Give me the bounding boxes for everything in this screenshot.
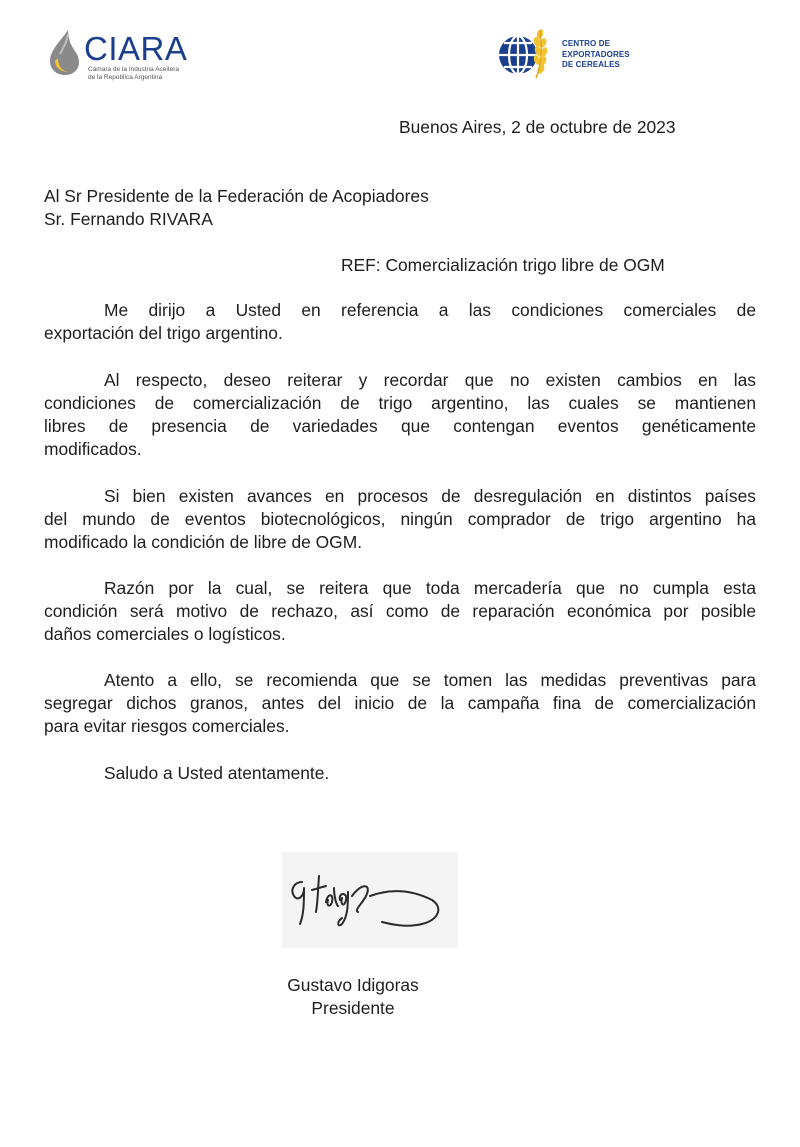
- globe-wheat-icon: [498, 26, 560, 84]
- recipient-block: [44, 185, 429, 231]
- handwritten-signature: [282, 852, 458, 948]
- body-paragraph-1: Me dirijo a Usted en referencia a las condiciones comerciales de exportación del trigo argentino.: [44, 300, 756, 343]
- reference-line: REF: Comercialización trigo libre de OGM: [341, 255, 665, 275]
- signer-name: Gustavo Idigoras: [287, 975, 419, 995]
- body-paragraph-5: Atento a ello, se recomienda que se tomen las medidas preventivas para segregar dichos granos, antes del inicio de la campaña fina de comercialización para evitar riesgos comerciales.: [44, 670, 756, 736]
- ciara-logo-text: CIARA: [84, 30, 188, 67]
- body-paragraph-2: Al respecto, deseo reiterar y recordar que no existen cambios en las condiciones de comercialización de trigo argentino, las cuales se mantienen libres de presencia de variedades que contengan eventos genéticamente modificados.: [44, 370, 756, 459]
- recipient-line: Al Sr Presidente de la Federación de Acopiadores: [44, 186, 429, 206]
- signer-title: Presidente: [311, 998, 395, 1018]
- signer-block: [230, 974, 476, 1020]
- letter-date: Buenos Aires, 2 de octubre de 2023: [399, 117, 676, 137]
- body-paragraph-4: Razón por la cual, se reitera que toda mercadería que no cumpla esta condición será motivo de rechazo, así como de reparación económica por posible daños comerciales o logísticos.: [44, 578, 756, 644]
- ciara-logo-subtitle: Cámara de la Industria Aceitera de la República Argentina: [88, 66, 180, 81]
- ciara-logo: [46, 28, 216, 88]
- recipient-name: Sr. Fernando RIVARA: [44, 209, 213, 229]
- cec-logo-text: CENTRO DE EXPORTADORES DE CEREALES: [562, 39, 630, 69]
- oil-drop-icon: [46, 28, 86, 76]
- body-paragraph-3: Si bien existen avances en procesos de desregulación en distintos países del mundo de eventos biotecnológicos, ningún comprador de trigo argentino ha modificado la condición de libre de OGM.: [44, 486, 756, 552]
- cec-logo: [498, 26, 668, 86]
- closing-line: Saludo a Usted atentamente.: [104, 763, 330, 783]
